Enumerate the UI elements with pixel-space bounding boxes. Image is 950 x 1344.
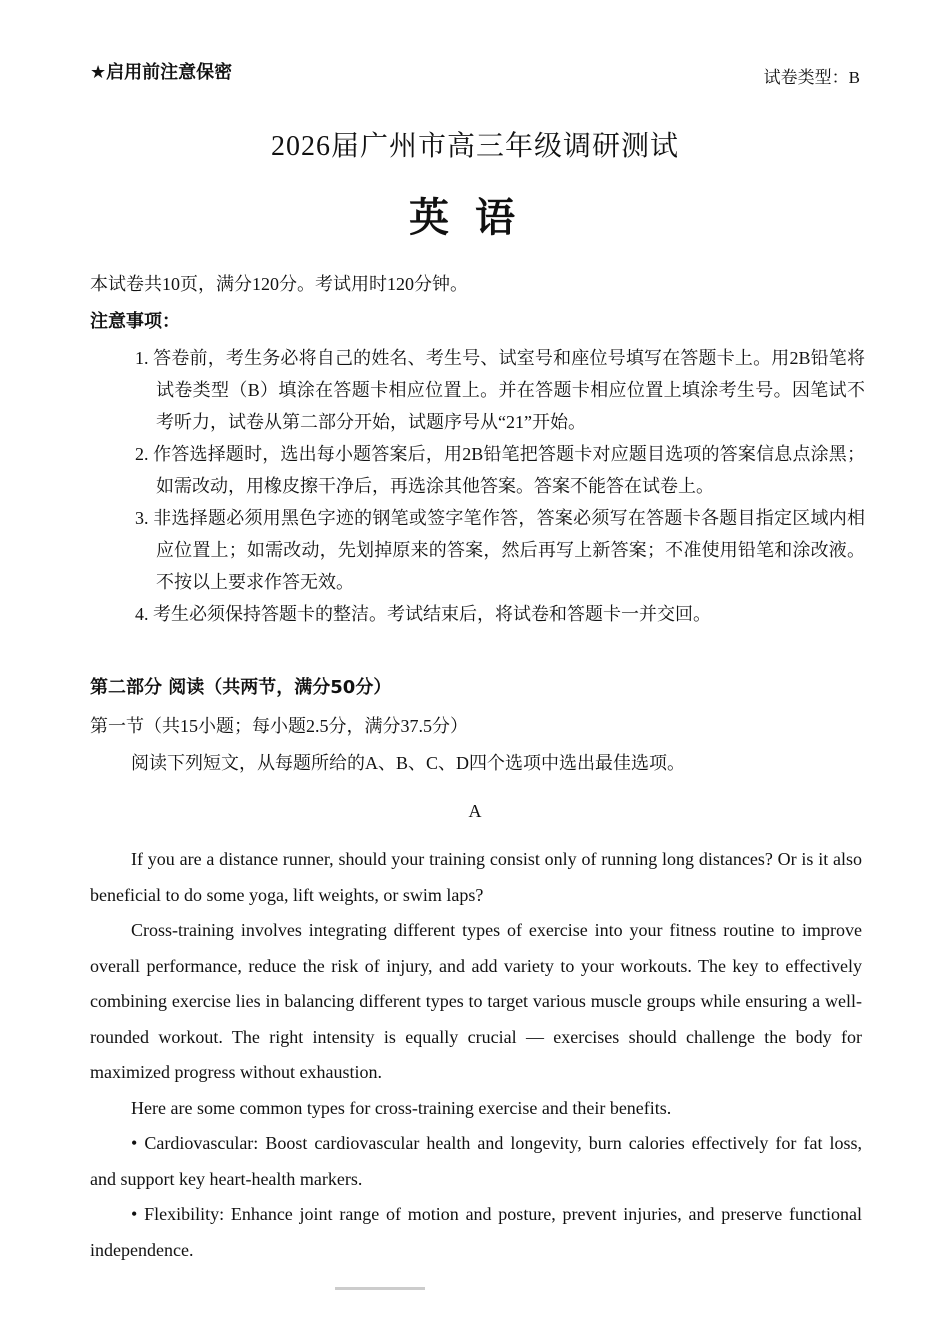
footer-cropped xyxy=(335,1287,425,1290)
notice-item: 4. 考生必须保持答题卡的整洁。考试结束后，将试卷和答题卡一并交回。 xyxy=(135,604,711,624)
part-heading: 第二部分 阅读（共两节，满分50分） xyxy=(90,677,392,698)
bullet-text: Enhance joint range of motion and posture, prevent injuries, and preserve functional independence. xyxy=(90,1204,862,1260)
bullet-item: • Cardiovascular: Boost cardiovascular health and longevity, burn calories effectively for fat loss, and support key heart-health markers. xyxy=(90,1133,862,1189)
paragraph: Here are some common types for cross-training exercise and their benefits. xyxy=(131,1097,672,1118)
bullet-term: Cardiovascular: xyxy=(144,1133,259,1153)
notice-item: 2. 作答选择题时，选出每小题答案后，用2B铅笔把答题卡对应题目选项的答案信息点涂黑；如需改动，用橡皮擦干净后，再选涂其他答案。答案不能答在试卷上。 xyxy=(135,444,865,496)
notice-item: 1. 答卷前，考生务必将自己的姓名、考生号、试室号和座位号填写在答题卡上。用2B铅笔将试卷类型（B）填涂在答题卡相应位置上。并在答题卡相应位置上填涂考生号。因笔试不考听力，试卷从第二部分开始，试题序号从“21”开始。 xyxy=(135,348,865,432)
notice-item: 3. 非选择题必须用黑色字迹的钢笔或签字笔作答，答案必须写在答题卡各题目指定区域内相应位置上；如需改动，先划掉原来的答案，然后再写上新答案；不准使用铅笔和涂改液。不按以上要求作答无效。 xyxy=(135,508,865,592)
paper-type: 试卷类型：B xyxy=(763,68,860,87)
bullet-text: Boost cardiovascular health and longevity, burn calories effectively for fat loss, and support key heart-health markers. xyxy=(90,1133,862,1189)
bullet-term: Flexibility: xyxy=(144,1204,225,1224)
exam-info: 本试卷共10页，满分120分。考试用时120分钟。 xyxy=(90,274,468,294)
confidential-notice: ★启用前注意保密 xyxy=(90,62,233,83)
instruction: 阅读下列短文，从每题所给的A、B、C、D四个选项中选出最佳选项。 xyxy=(131,753,686,773)
bullet-item: • Flexibility: Enhance joint range of motion and posture, prevent injuries, and preserve functional independence. xyxy=(90,1204,862,1260)
section-heading: 第一节（共15小题；每小题2.5分，满分37.5分） xyxy=(90,716,468,736)
paragraph: If you are a distance runner, should your training consist only of running long distances? Or is it also beneficial to do some yoga, lift weights, or swim laps? xyxy=(90,849,862,905)
subject-title: 英语 xyxy=(409,195,541,241)
paragraph: Cross-training involves integrating different types of exercise into your fitness routine to improve overall performance, reduce the risk of injury, and add variety to your workouts. The key to effectively combining exercise lies in balancing different types to target various muscle groups while ensuring a well-rounded workout. The right intensity is equally crucial — exercises should challenge the body for maximized progress without exhaustion. xyxy=(90,920,862,1082)
passage xyxy=(90,842,862,1268)
notice-list xyxy=(135,342,865,630)
notice-heading: 注意事项： xyxy=(90,311,180,332)
passage-label: A xyxy=(468,801,482,821)
exam-title: 2026届广州市高三年级调研测试 xyxy=(270,131,679,162)
